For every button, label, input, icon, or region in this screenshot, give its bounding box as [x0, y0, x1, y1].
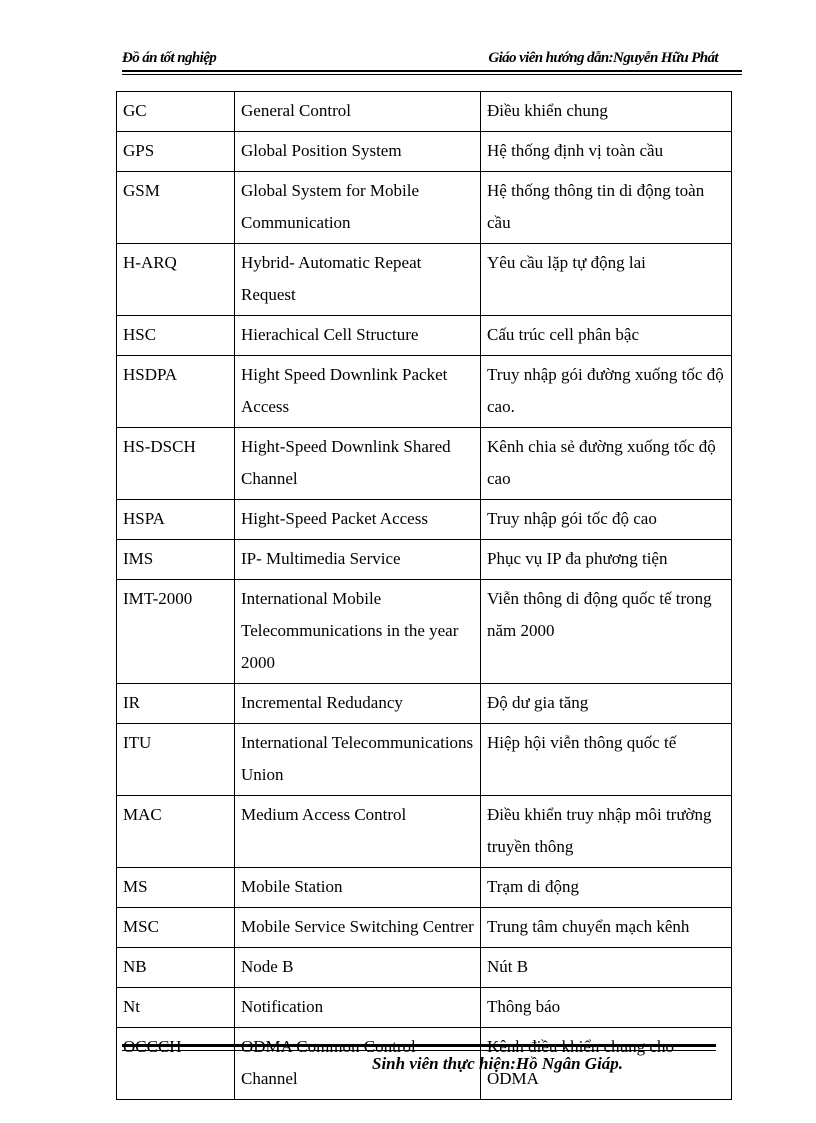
english-term-cell: Mobile Service Switching Centrer	[235, 908, 481, 948]
table-row	[117, 796, 732, 868]
vietnamese-term-cell: Thông báo	[481, 988, 732, 1028]
table-row	[117, 356, 732, 428]
vietnamese-term-cell: Truy nhập gói đường xuống tốc độ cao.	[481, 356, 732, 428]
footer-author: Sinh viên thực hiện:Hồ Ngân Giáp.	[372, 1054, 624, 1073]
acronym-cell: MSC	[117, 908, 235, 948]
english-term-cell: Node B	[235, 948, 481, 988]
footer-divider	[122, 1044, 716, 1047]
vietnamese-term-cell: Độ dư gia tăng	[481, 684, 732, 724]
table-row	[117, 580, 732, 684]
english-term-cell: Hierachical Cell Structure	[235, 316, 481, 356]
vietnamese-term-cell: Cấu trúc cell phân bậc	[481, 316, 732, 356]
table-row	[117, 428, 732, 500]
table-row	[117, 92, 732, 132]
vietnamese-term-cell: Trung tâm chuyển mạch kênh	[481, 908, 732, 948]
vietnamese-term-cell: Yêu cầu lặp tự động lai	[481, 244, 732, 316]
acronym-table-body	[117, 92, 732, 1100]
vietnamese-term-cell: Trạm di động	[481, 868, 732, 908]
english-term-cell: Hight-Speed Downlink Shared Channel	[235, 428, 481, 500]
acronym-cell: Nt	[117, 988, 235, 1028]
english-term-cell: General Control	[235, 92, 481, 132]
english-term-cell: International Mobile Telecommunications in the year 2000	[235, 580, 481, 684]
acronym-cell: MS	[117, 868, 235, 908]
acronym-cell: GC	[117, 92, 235, 132]
vietnamese-term-cell: Hệ thống định vị toàn cầu	[481, 132, 732, 172]
table-row	[117, 684, 732, 724]
acronym-cell: HSPA	[117, 500, 235, 540]
english-term-cell: Hight Speed Downlink Packet Access	[235, 356, 481, 428]
table-row	[117, 948, 732, 988]
acronym-cell: H-ARQ	[117, 244, 235, 316]
acronym-cell: MAC	[117, 796, 235, 868]
table-row	[117, 244, 732, 316]
acronym-cell: HSC	[117, 316, 235, 356]
header-supervisor: Giáo viên hướng dẫn:Nguyễn Hữu Phát	[488, 50, 718, 66]
table-row	[117, 908, 732, 948]
acronym-cell: IMT-2000	[117, 580, 235, 684]
vietnamese-term-cell: Hệ thống thông tin di động toàn cầu	[481, 172, 732, 244]
english-term-cell: International Telecommunications Union	[235, 724, 481, 796]
header-divider	[122, 70, 742, 72]
english-term-cell: ODMA Common Control Channel	[235, 1028, 481, 1100]
table-row	[117, 540, 732, 580]
english-term-cell: Incremental Redudancy	[235, 684, 481, 724]
acronym-cell: HSDPA	[117, 356, 235, 428]
vietnamese-term-cell: Nút B	[481, 948, 732, 988]
english-term-cell: Medium Access Control	[235, 796, 481, 868]
table-row	[117, 500, 732, 540]
acronym-cell: GSM	[117, 172, 235, 244]
acronym-cell: ITU	[117, 724, 235, 796]
vietnamese-term-cell: Viễn thông di động quốc tế trong năm 2000	[481, 580, 732, 684]
acronym-cell: OCCCH	[117, 1028, 235, 1100]
english-term-cell: Notification	[235, 988, 481, 1028]
acronym-cell: IR	[117, 684, 235, 724]
footer-divider-thin	[122, 1050, 716, 1051]
english-term-cell: Hight-Speed Packet Access	[235, 500, 481, 540]
vietnamese-term-cell: Phục vụ IP đa phương tiện	[481, 540, 732, 580]
table-row	[117, 132, 732, 172]
vietnamese-term-cell: Truy nhập gói tốc độ cao	[481, 500, 732, 540]
acronym-table	[116, 91, 732, 1100]
acronym-cell: HS-DSCH	[117, 428, 235, 500]
vietnamese-term-cell: Điều khiển truy nhập môi trường truyền thông	[481, 796, 732, 868]
acronym-cell: IMS	[117, 540, 235, 580]
table-row	[117, 724, 732, 796]
table-row	[117, 988, 732, 1028]
table-row	[117, 172, 732, 244]
english-term-cell: Hybrid- Automatic Repeat Request	[235, 244, 481, 316]
english-term-cell: Global Position System	[235, 132, 481, 172]
acronym-cell: NB	[117, 948, 235, 988]
acronym-cell: GPS	[117, 132, 235, 172]
header-title: Đồ án tốt nghiệp	[122, 50, 217, 66]
vietnamese-term-cell: Điều khiển chung	[481, 92, 732, 132]
english-term-cell: Mobile Station	[235, 868, 481, 908]
vietnamese-term-cell: Kênh chia sẻ đường xuống tốc độ cao	[481, 428, 732, 500]
english-term-cell: IP- Multimedia Service	[235, 540, 481, 580]
vietnamese-term-cell: Hiệp hội viễn thông quốc tế	[481, 724, 732, 796]
vietnamese-term-cell: Kênh điều khiển chung cho ODMA	[481, 1028, 732, 1100]
table-row	[117, 868, 732, 908]
english-term-cell: Global System for Mobile Communication	[235, 172, 481, 244]
table-row	[117, 316, 732, 356]
header-divider-thin	[122, 74, 742, 75]
